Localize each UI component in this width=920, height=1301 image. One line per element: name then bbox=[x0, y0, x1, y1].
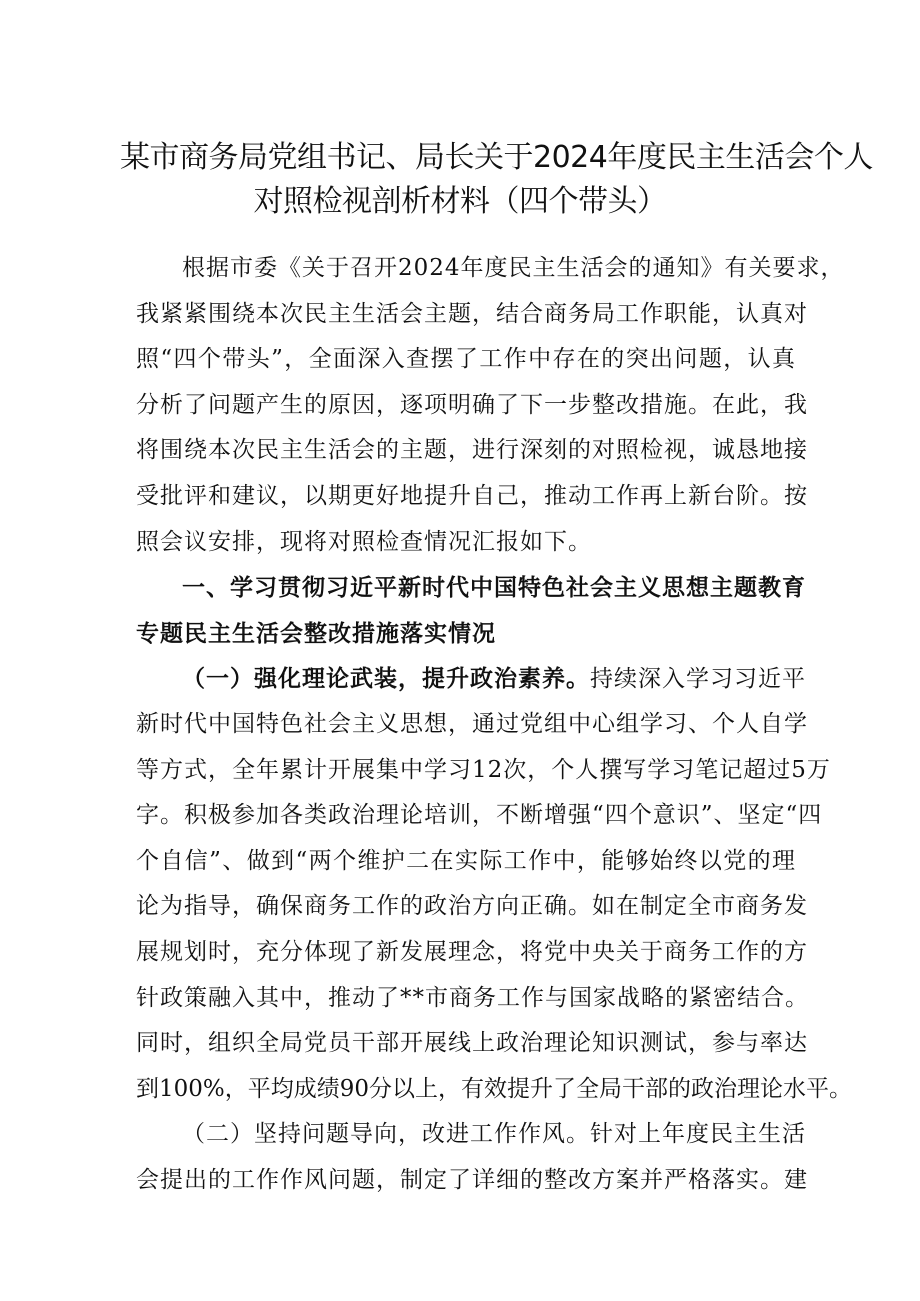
intro-line: 将围绕本次民主生活会的主题，进行深刻的对照检视，诚恳地接 bbox=[136, 437, 808, 464]
document-title-line-1: 某市商务局党组书记、局长关于2024年度民主生活会个人 bbox=[120, 140, 873, 175]
intro-line: 根据市委《关于召开2024年度民主生活会的通知》有关要求， bbox=[182, 255, 845, 281]
document-title-line-2: 对照检视剖析材料（四个带头） bbox=[253, 184, 667, 219]
subsection-1-lead: （一）强化理论武装，提升政治素养。 bbox=[182, 665, 590, 693]
subsection-1-line: 论为指导，确保商务工作的政治方向正确。如在制定全市商务发 bbox=[136, 893, 808, 920]
subsection-1-line: 等方式，全年累计开展集中学习12次，个人撰写学习笔记超过5万 bbox=[136, 756, 831, 783]
intro-line: 照“四个带头”，全面深入查摆了工作中存在的突出问题，认真 bbox=[136, 346, 796, 373]
subsection-1-line: 展规划时，充分体现了新发展理念，将党中央关于商务工作的方 bbox=[136, 938, 808, 965]
subsection-1-line: 到100%，平均成绩90分以上，有效提升了全局干部的政治理论水平。 bbox=[136, 1075, 853, 1102]
document-body bbox=[136, 246, 853, 1203]
subsection-1-line: 针政策融入其中，推动了**市商务工作与国家战略的紧密结合。 bbox=[136, 984, 809, 1011]
subsection-1-line: 个自信”、做到“两个维护二在实际工作中，能够始终以党的理 bbox=[136, 847, 796, 874]
intro-line: 照会议安排，现将对照检查情况汇报如下。 bbox=[136, 528, 592, 555]
subsection-2-line: 会提出的工作作风问题，制定了详细的整改方案并严格落实。建 bbox=[136, 1166, 808, 1193]
subsection-1-lead-rest: 持续深入学习习近平 bbox=[590, 666, 806, 693]
intro-line: 我紧紧围绕本次民主生活会主题，结合商务局工作职能，认真对 bbox=[136, 300, 808, 327]
subsection-2-line: （二）坚持问题导向，改进工作作风。针对上年度民主生活 bbox=[182, 1121, 806, 1148]
subsection-1-line: 新时代中国特色社会主义思想，通过党组中心组学习、个人自学 bbox=[136, 710, 808, 737]
section-heading: 一、学习贯彻习近平新时代中国特色社会主义思想主题教育 bbox=[182, 574, 806, 602]
subsection-1-line: 同时，组织全局党员干部开展线上政治理论知识测试，参与率达 bbox=[136, 1030, 808, 1057]
subsection-1-first-line bbox=[136, 656, 806, 702]
intro-line: 受批评和建议，以期更好地提升自己，推动工作再上新台阶。按 bbox=[136, 482, 808, 509]
intro-line: 分析了问题产生的原因，逐项明确了下一步整改措施。在此，我 bbox=[136, 391, 808, 418]
section-heading: 专题民主生活会整改措施落实情况 bbox=[136, 619, 496, 647]
subsection-1-line: 字。积极参加各类政治理论培训，不断增强“四个意识”、坚定“四 bbox=[136, 802, 823, 829]
